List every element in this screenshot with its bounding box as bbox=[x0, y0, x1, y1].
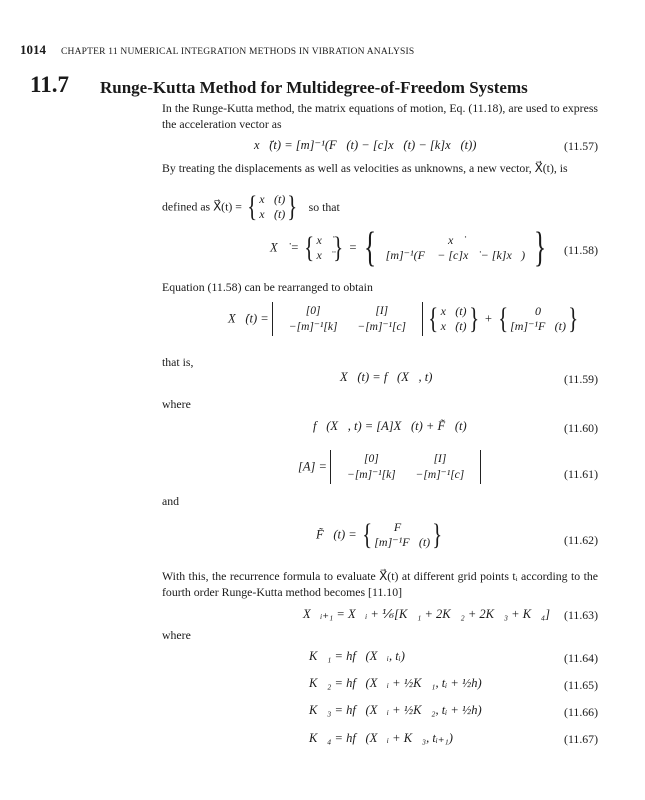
equation-rearranged bbox=[228, 302, 580, 336]
right-brace: } bbox=[534, 225, 547, 271]
equation-number-11-60: (11.60) bbox=[564, 421, 598, 435]
matrix-cell: −[m]⁻¹[k] bbox=[288, 321, 338, 333]
matrix-cell: [0] bbox=[305, 305, 321, 317]
eq58-equals: = bbox=[348, 240, 358, 255]
defined-vector bbox=[259, 192, 285, 222]
rearranged-force-bottom: [m]⁻¹F⃗(t) bbox=[510, 319, 566, 333]
eq62-vector-bottom: [m]⁻¹F⃗(t) bbox=[374, 535, 431, 549]
left-brace: { bbox=[364, 225, 377, 271]
equation-number-11-66: (11.66) bbox=[564, 705, 598, 719]
equation-11-57: x⃗̈(t) = [m]⁻¹(F⃗(t) − [c]x⃗̇(t) − [k]x⃗(t)) bbox=[254, 138, 477, 152]
left-brace: { bbox=[247, 190, 258, 223]
eq58-lhs: X⃗̇ = bbox=[270, 240, 299, 255]
matrix-cell: [I] bbox=[375, 305, 389, 317]
matrix-cell: −[m]⁻¹[k] bbox=[347, 469, 396, 481]
rearranged-force-top: 0 bbox=[535, 304, 542, 318]
equation-number-11-65: (11.65) bbox=[564, 678, 598, 692]
eq62-vector-top: F⃗ bbox=[393, 520, 411, 534]
right-brace: } bbox=[432, 518, 443, 551]
equation-number-11-64: (11.64) bbox=[564, 651, 598, 665]
right-brace: } bbox=[568, 302, 579, 335]
rearranged-lhs: X⃗̇(t) = bbox=[228, 311, 269, 326]
section-title: Runge-Kutta Method for Multidegree-of-Freedom Systems bbox=[100, 78, 528, 97]
equation-11-60: f⃗(X⃗, t) = [A]X⃗(t) + F̃⃗(t) bbox=[313, 419, 467, 433]
matrix-cell: −[m]⁻¹[c] bbox=[415, 469, 465, 481]
equation-number-11-63: (11.63) bbox=[564, 608, 598, 622]
rearranged-plus: + bbox=[484, 311, 493, 326]
eq58-rhs-bottom: [m]⁻¹(F⃗ − [c]x⃗̇ − [k]x⃗) bbox=[385, 248, 526, 262]
equation-number-11-61: (11.61) bbox=[564, 467, 598, 481]
left-brace: { bbox=[304, 231, 315, 264]
defined-as-line bbox=[162, 190, 340, 224]
equation-11-61 bbox=[298, 450, 481, 484]
matrix-cell: [0] bbox=[364, 453, 379, 465]
running-header bbox=[20, 42, 414, 58]
rearranged-force bbox=[510, 304, 566, 334]
equation-number-11-62: (11.62) bbox=[564, 533, 598, 547]
matrix-cell: −[m]⁻¹[c] bbox=[357, 321, 407, 333]
equation-11-67: K⃗₄ = hf⃗(X⃗ᵢ + K⃗₃, tᵢ₊₁) bbox=[309, 731, 453, 745]
page-number: 1014 bbox=[20, 42, 46, 57]
eq61-matrix bbox=[330, 450, 481, 484]
left-brace: { bbox=[428, 302, 439, 335]
so-that-text: so that bbox=[308, 199, 340, 214]
that-is-text: that is, bbox=[162, 355, 194, 369]
defined-vector-bottom: x⃗̇(t) bbox=[259, 207, 286, 221]
paragraph-intro: In the Runge-Kutta method, the matrix equations of motion, Eq. (11.18), are used to express the acceleration vector as bbox=[162, 101, 598, 131]
equation-number-11-58: (11.58) bbox=[564, 243, 598, 257]
rearranged-vector-bottom: x⃗̇(t) bbox=[440, 319, 467, 333]
eq58-rhs bbox=[380, 233, 530, 263]
eq62-lhs: F̃⃗(t) = bbox=[316, 527, 357, 542]
where-text: where bbox=[162, 397, 191, 411]
equation-number-11-59: (11.59) bbox=[564, 372, 598, 386]
equation-11-59: X⃗̇(t) = f⃗(X⃗, t) bbox=[340, 370, 433, 384]
left-brace: { bbox=[362, 518, 373, 551]
equation-11-63: X⃗ᵢ₊₁ = X⃗ᵢ + ⅙[K⃗₁ + 2K⃗₂ + 2K⃗₃ + K⃗₄] bbox=[303, 607, 551, 621]
eq58-vector-top: x⃗̇ bbox=[316, 233, 332, 247]
and-text: and bbox=[162, 494, 180, 508]
chapter-title: CHAPTER 11 NUMERICAL INTEGRATION METHODS IN VIBRATION ANALYSIS bbox=[61, 47, 415, 57]
equation-11-58 bbox=[270, 224, 551, 272]
equation-11-65: K⃗₂ = hf⃗(X⃗ᵢ + ½K⃗₁, tᵢ + ½h) bbox=[309, 676, 482, 690]
paragraph-rearranged: Equation (11.58) can be rearranged to obtain bbox=[162, 280, 373, 294]
defined-as-text: defined as X⃗(t) = bbox=[162, 199, 242, 214]
eq58-vector bbox=[316, 233, 331, 263]
rearranged-matrix bbox=[272, 302, 423, 336]
eq58-vector-bottom: x⃗̈ bbox=[316, 248, 332, 262]
where-text-2: where bbox=[162, 628, 191, 642]
matrix-cell: [I] bbox=[433, 453, 447, 465]
left-brace: { bbox=[497, 302, 508, 335]
equation-11-66: K⃗₃ = hf⃗(X⃗ᵢ + ½K⃗₂, tᵢ + ½h) bbox=[309, 703, 482, 717]
equation-number-11-67: (11.67) bbox=[564, 732, 598, 746]
paragraph-new-vector: By treating the displacements as well as velocities as unknowns, a new vector, X⃗(t), is bbox=[162, 161, 568, 175]
equation-number-11-57: (11.57) bbox=[564, 139, 598, 153]
eq62-vector bbox=[374, 520, 430, 550]
rearranged-vector-top: x⃗(t) bbox=[440, 304, 467, 318]
right-brace: } bbox=[468, 302, 479, 335]
right-brace: } bbox=[287, 190, 298, 223]
right-brace: } bbox=[333, 231, 344, 264]
equation-11-64: K⃗₁ = hf⃗(X⃗ᵢ, tᵢ) bbox=[309, 649, 405, 663]
rearranged-vector bbox=[441, 304, 467, 334]
paragraph-recurrence: With this, the recurrence formula to evaluate X⃗(t) at different grid points tᵢ according to the fourth order Runge-Kutta method becomes [11.10] bbox=[162, 569, 598, 599]
eq58-rhs-top: x⃗̇ bbox=[448, 233, 463, 247]
equation-11-62 bbox=[316, 518, 445, 552]
defined-vector-top: x⃗(t) bbox=[259, 192, 286, 206]
section-number: 11.7 bbox=[30, 72, 69, 97]
eq61-lhs: [A] = bbox=[298, 459, 327, 474]
